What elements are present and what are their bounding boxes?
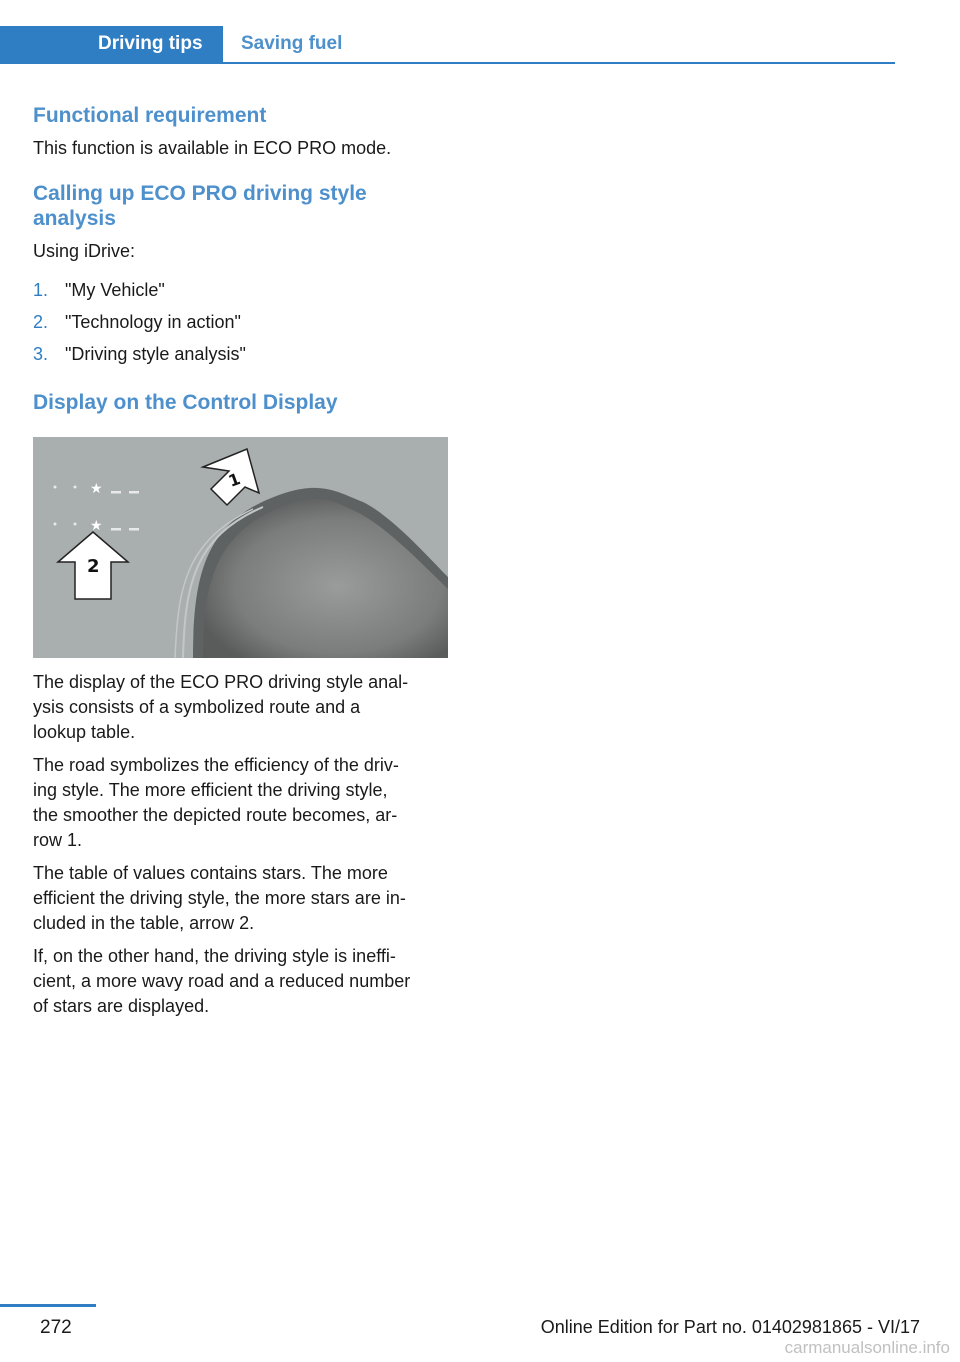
functional-text: This function is available in ECO PRO mode. xyxy=(33,138,392,158)
steps-list xyxy=(33,274,453,370)
arrow-2-label: 2 xyxy=(87,556,100,577)
watermark: carmanualsonline.info xyxy=(784,1338,950,1357)
list-item: 1. "My Vehicle" xyxy=(33,280,165,300)
paragraph-2: The road symbolizes the efficiency of the driv- ing style. The more efficient the driving style, the smoother the depicted route becomes, ar- row 1. xyxy=(33,755,399,850)
footer-rule xyxy=(0,1304,96,1307)
list-item: 2. "Technology in action" xyxy=(33,312,241,332)
svg-text:★: ★ xyxy=(90,518,103,534)
tab-driving-tips[interactable]: Driving tips xyxy=(0,26,223,62)
arrow-1-label: 1 xyxy=(225,469,243,491)
main-content xyxy=(33,103,453,1019)
calling-intro: Using iDrive: xyxy=(33,241,136,261)
paragraph-3: The table of values contains stars. The more efficient the driving style, the more stars are in- cluded in the table, arrow 2. xyxy=(33,863,406,933)
heading-calling-up: Calling up ECO PRO driving style analysis xyxy=(33,182,367,230)
tab-saving-fuel[interactable]: Saving fuel xyxy=(241,33,343,54)
svg-text:★: ★ xyxy=(90,481,103,497)
heading-functional-requirement: Functional requirement xyxy=(33,104,267,127)
page-number: 272 xyxy=(40,1317,72,1338)
paragraph-1: The display of the ECO PRO driving style anal- ysis consists of a symbolized route and a lookup table. xyxy=(33,672,409,742)
eco-pro-display-figure xyxy=(33,437,448,658)
edition-text: Online Edition for Part no. 01402981865 - VI/17 xyxy=(540,1317,920,1337)
chapter-tab-bar xyxy=(0,26,895,64)
paragraph-4: If, on the other hand, the driving style is ineffi- cient, a more wavy road and a reduced number of stars are displayed. xyxy=(33,946,411,1016)
heading-display: Display on the Control Display xyxy=(33,391,338,414)
list-item: 3. "Driving style analysis" xyxy=(33,344,246,364)
